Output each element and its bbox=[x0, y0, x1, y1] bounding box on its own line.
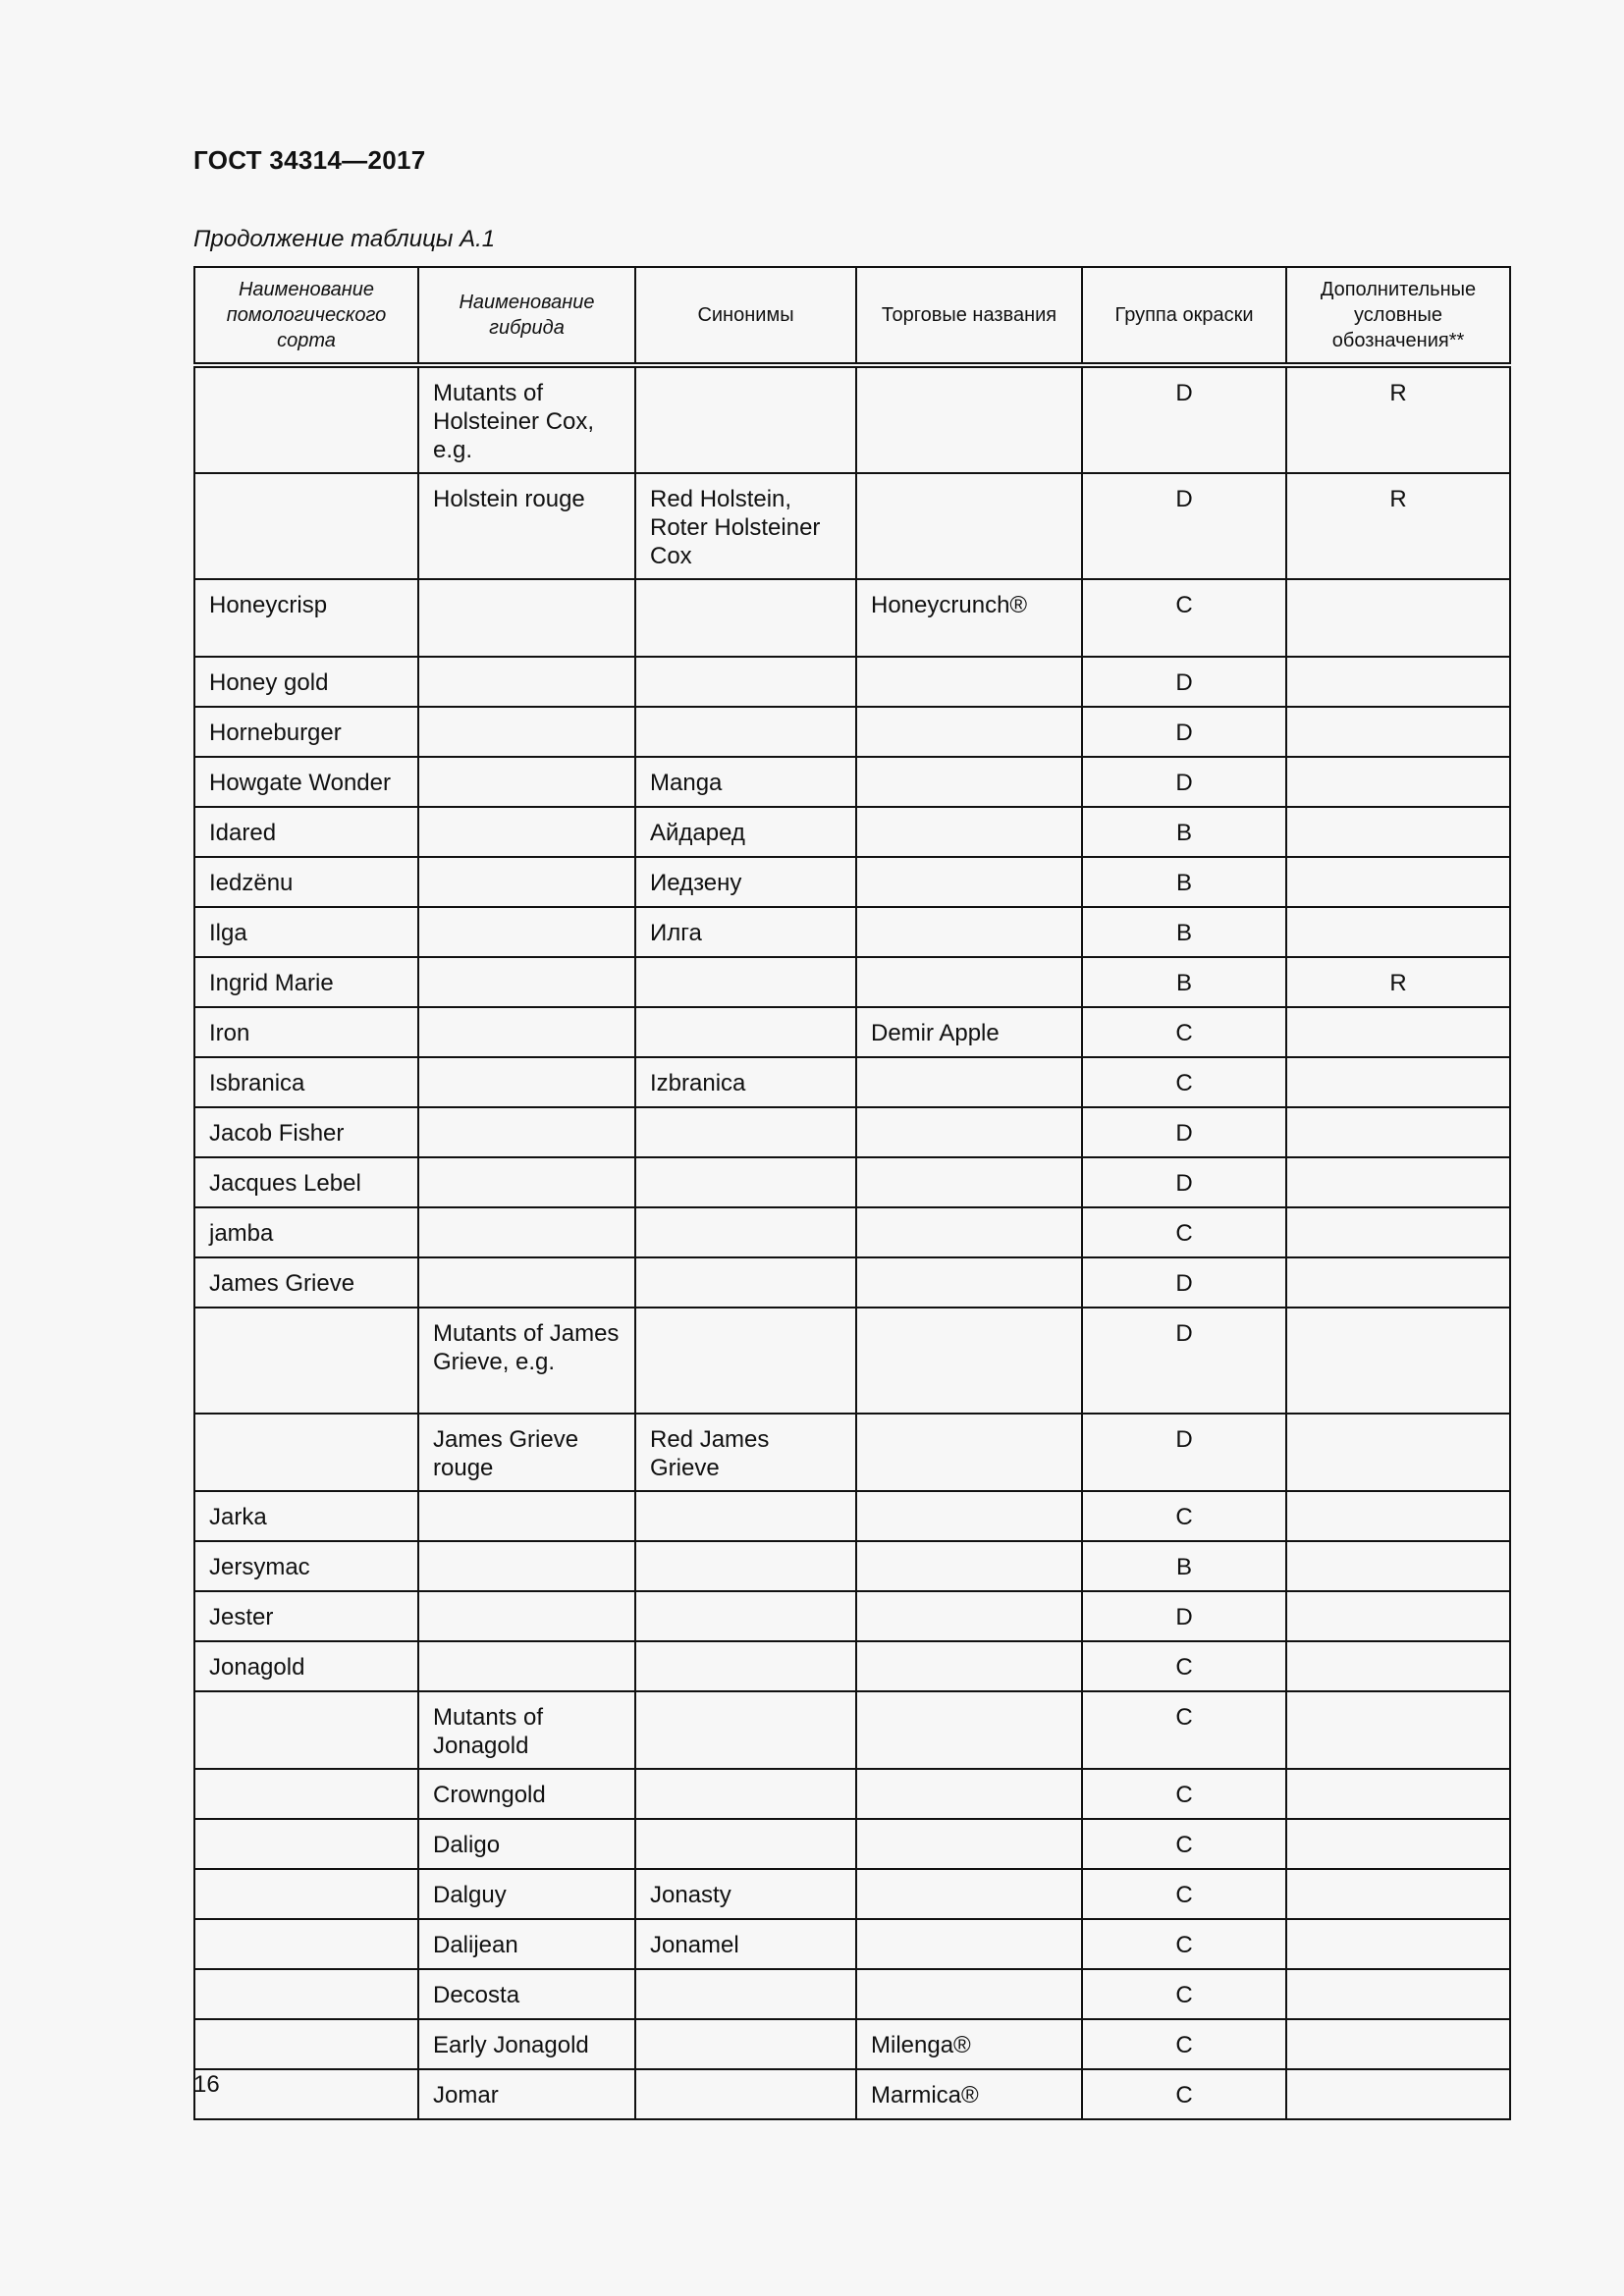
table-row bbox=[194, 957, 1510, 1007]
cell-trade-name bbox=[856, 707, 1082, 757]
cell-extra-designation bbox=[1286, 1257, 1510, 1308]
table-row bbox=[194, 907, 1510, 957]
cell-extra-designation bbox=[1286, 2019, 1510, 2069]
cell-synonyms bbox=[635, 1308, 856, 1414]
cell-hybrid bbox=[418, 1491, 635, 1541]
page-number: 16 bbox=[193, 2071, 220, 2098]
cell-synonyms bbox=[635, 1491, 856, 1541]
cell-trade-name: Honeycrunch® bbox=[856, 579, 1082, 657]
column-header-variety: Наименование помологического сорта bbox=[194, 267, 418, 365]
column-header-extra-designations: Дополнительные условные обозначения** bbox=[1286, 267, 1510, 365]
table-row bbox=[194, 707, 1510, 757]
cell-trade-name bbox=[856, 1308, 1082, 1414]
table-row bbox=[194, 1057, 1510, 1107]
cell-synonyms bbox=[635, 1691, 856, 1769]
cell-synonyms bbox=[635, 1769, 856, 1819]
cell-color-group: C bbox=[1082, 1869, 1286, 1919]
cell-variety: Jarka bbox=[194, 1491, 418, 1541]
cell-extra-designation bbox=[1286, 1157, 1510, 1207]
table-row bbox=[194, 1969, 1510, 2019]
cell-trade-name bbox=[856, 1769, 1082, 1819]
cell-trade-name bbox=[856, 1919, 1082, 1969]
cell-hybrid bbox=[418, 857, 635, 907]
cell-variety: Iedzënu bbox=[194, 857, 418, 907]
table-caption: Продолжение таблицы А.1 bbox=[193, 226, 496, 252]
cell-variety bbox=[194, 365, 418, 473]
cell-variety bbox=[194, 1769, 418, 1819]
cell-synonyms bbox=[635, 2019, 856, 2069]
cell-extra-designation: R bbox=[1286, 473, 1510, 579]
table-row bbox=[194, 1157, 1510, 1207]
cell-trade-name bbox=[856, 807, 1082, 857]
cell-variety: Jester bbox=[194, 1591, 418, 1641]
cell-color-group: B bbox=[1082, 957, 1286, 1007]
cell-variety: James Grieve bbox=[194, 1257, 418, 1308]
cell-variety: Idared bbox=[194, 807, 418, 857]
cell-extra-designation bbox=[1286, 707, 1510, 757]
table-row bbox=[194, 757, 1510, 807]
table-row bbox=[194, 1691, 1510, 1769]
cell-extra-designation bbox=[1286, 1207, 1510, 1257]
cell-synonyms: Айдаред bbox=[635, 807, 856, 857]
cell-hybrid: Early Jonagold bbox=[418, 2019, 635, 2069]
document-code: ГОСТ 34314—2017 bbox=[193, 145, 426, 175]
cell-extra-designation bbox=[1286, 1641, 1510, 1691]
cell-hybrid: Daligo bbox=[418, 1819, 635, 1869]
varieties-table bbox=[193, 266, 1511, 2120]
cell-color-group: C bbox=[1082, 1819, 1286, 1869]
cell-color-group: C bbox=[1082, 1969, 1286, 2019]
table-row bbox=[194, 473, 1510, 579]
cell-extra-designation bbox=[1286, 1969, 1510, 2019]
cell-synonyms bbox=[635, 707, 856, 757]
cell-variety: Jersymac bbox=[194, 1541, 418, 1591]
table-body bbox=[194, 365, 1510, 2119]
cell-hybrid bbox=[418, 579, 635, 657]
cell-extra-designation bbox=[1286, 807, 1510, 857]
cell-color-group: C bbox=[1082, 579, 1286, 657]
cell-synonyms: Иедзену bbox=[635, 857, 856, 907]
cell-trade-name bbox=[856, 1591, 1082, 1641]
cell-extra-designation bbox=[1286, 1057, 1510, 1107]
cell-color-group: D bbox=[1082, 1257, 1286, 1308]
cell-variety: Honeycrisp bbox=[194, 579, 418, 657]
cell-synonyms bbox=[635, 1207, 856, 1257]
cell-synonyms bbox=[635, 657, 856, 707]
cell-synonyms bbox=[635, 1641, 856, 1691]
cell-synonyms bbox=[635, 2069, 856, 2119]
cell-color-group: C bbox=[1082, 1919, 1286, 1969]
cell-color-group: D bbox=[1082, 707, 1286, 757]
cell-extra-designation bbox=[1286, 579, 1510, 657]
cell-synonyms: Izbranica bbox=[635, 1057, 856, 1107]
column-header-trade-names: Торговые названия bbox=[856, 267, 1082, 365]
cell-variety bbox=[194, 473, 418, 579]
table-row bbox=[194, 807, 1510, 857]
column-header-hybrid: Наименование гибрида bbox=[418, 267, 635, 365]
cell-hybrid: Holstein rouge bbox=[418, 473, 635, 579]
cell-variety: Jacques Lebel bbox=[194, 1157, 418, 1207]
cell-variety bbox=[194, 1919, 418, 1969]
table-row bbox=[194, 1007, 1510, 1057]
cell-extra-designation bbox=[1286, 1007, 1510, 1057]
table-row bbox=[194, 2069, 1510, 2119]
cell-trade-name bbox=[856, 1491, 1082, 1541]
cell-variety bbox=[194, 2069, 418, 2119]
cell-trade-name bbox=[856, 1257, 1082, 1308]
cell-hybrid: Crowngold bbox=[418, 1769, 635, 1819]
cell-synonyms: Илга bbox=[635, 907, 856, 957]
cell-variety: Honey gold bbox=[194, 657, 418, 707]
cell-variety bbox=[194, 1308, 418, 1414]
cell-hybrid: Dalguy bbox=[418, 1869, 635, 1919]
table-row bbox=[194, 1819, 1510, 1869]
cell-color-group: C bbox=[1082, 2069, 1286, 2119]
cell-color-group: D bbox=[1082, 1591, 1286, 1641]
cell-hybrid bbox=[418, 1257, 635, 1308]
cell-hybrid bbox=[418, 1641, 635, 1691]
table-row bbox=[194, 1641, 1510, 1691]
cell-hybrid bbox=[418, 807, 635, 857]
cell-extra-designation bbox=[1286, 1869, 1510, 1919]
table-row bbox=[194, 365, 1510, 473]
cell-color-group: C bbox=[1082, 1057, 1286, 1107]
cell-variety: Jacob Fisher bbox=[194, 1107, 418, 1157]
cell-synonyms bbox=[635, 1541, 856, 1591]
cell-color-group: C bbox=[1082, 1769, 1286, 1819]
cell-hybrid: Decosta bbox=[418, 1969, 635, 2019]
cell-color-group: D bbox=[1082, 757, 1286, 807]
cell-extra-designation bbox=[1286, 1591, 1510, 1641]
cell-trade-name bbox=[856, 1207, 1082, 1257]
table-row bbox=[194, 1591, 1510, 1641]
cell-extra-designation bbox=[1286, 1491, 1510, 1541]
cell-variety bbox=[194, 1691, 418, 1769]
cell-trade-name bbox=[856, 757, 1082, 807]
cell-hybrid bbox=[418, 1107, 635, 1157]
table-row bbox=[194, 1414, 1510, 1491]
cell-hybrid: Mutants of Holsteiner Cox, e.g. bbox=[418, 365, 635, 473]
cell-color-group: C bbox=[1082, 1691, 1286, 1769]
cell-hybrid: Dalijean bbox=[418, 1919, 635, 1969]
cell-trade-name bbox=[856, 957, 1082, 1007]
cell-variety: Isbranica bbox=[194, 1057, 418, 1107]
cell-hybrid: Jomar bbox=[418, 2069, 635, 2119]
cell-extra-designation bbox=[1286, 1769, 1510, 1819]
cell-variety: Horneburger bbox=[194, 707, 418, 757]
cell-hybrid: James Grieve rouge bbox=[418, 1414, 635, 1491]
cell-extra-designation bbox=[1286, 1819, 1510, 1869]
cell-variety: Ilga bbox=[194, 907, 418, 957]
cell-color-group: C bbox=[1082, 1641, 1286, 1691]
cell-synonyms bbox=[635, 1591, 856, 1641]
column-header-synonyms: Синонимы bbox=[635, 267, 856, 365]
cell-color-group: C bbox=[1082, 1007, 1286, 1057]
cell-trade-name bbox=[856, 1641, 1082, 1691]
cell-synonyms bbox=[635, 365, 856, 473]
cell-trade-name: Marmica® bbox=[856, 2069, 1082, 2119]
cell-color-group: B bbox=[1082, 807, 1286, 857]
cell-extra-designation bbox=[1286, 1691, 1510, 1769]
cell-hybrid bbox=[418, 1057, 635, 1107]
cell-hybrid bbox=[418, 657, 635, 707]
cell-extra-designation bbox=[1286, 1919, 1510, 1969]
cell-color-group: C bbox=[1082, 1491, 1286, 1541]
table-row bbox=[194, 1257, 1510, 1308]
cell-extra-designation bbox=[1286, 657, 1510, 707]
cell-extra-designation: R bbox=[1286, 957, 1510, 1007]
table-row bbox=[194, 579, 1510, 657]
cell-hybrid bbox=[418, 907, 635, 957]
cell-variety bbox=[194, 1869, 418, 1919]
cell-hybrid bbox=[418, 1591, 635, 1641]
cell-synonyms bbox=[635, 1819, 856, 1869]
cell-color-group: C bbox=[1082, 2019, 1286, 2069]
cell-extra-designation bbox=[1286, 2069, 1510, 2119]
cell-color-group: D bbox=[1082, 657, 1286, 707]
cell-variety: Jonagold bbox=[194, 1641, 418, 1691]
cell-variety: Iron bbox=[194, 1007, 418, 1057]
cell-variety: Ingrid Marie bbox=[194, 957, 418, 1007]
cell-hybrid bbox=[418, 1007, 635, 1057]
cell-synonyms bbox=[635, 1157, 856, 1207]
cell-synonyms: Jonamel bbox=[635, 1919, 856, 1969]
cell-variety bbox=[194, 1819, 418, 1869]
cell-synonyms bbox=[635, 1107, 856, 1157]
table-row bbox=[194, 1107, 1510, 1157]
cell-trade-name bbox=[856, 1869, 1082, 1919]
cell-trade-name bbox=[856, 1691, 1082, 1769]
table-row bbox=[194, 657, 1510, 707]
cell-trade-name bbox=[856, 657, 1082, 707]
cell-trade-name bbox=[856, 907, 1082, 957]
cell-color-group: D bbox=[1082, 1157, 1286, 1207]
cell-synonyms bbox=[635, 1257, 856, 1308]
cell-synonyms: Manga bbox=[635, 757, 856, 807]
cell-color-group: B bbox=[1082, 1541, 1286, 1591]
cell-extra-designation bbox=[1286, 757, 1510, 807]
cell-trade-name bbox=[856, 1057, 1082, 1107]
table-row bbox=[194, 1769, 1510, 1819]
cell-trade-name bbox=[856, 1107, 1082, 1157]
cell-synonyms bbox=[635, 1969, 856, 2019]
cell-color-group: D bbox=[1082, 1107, 1286, 1157]
cell-hybrid bbox=[418, 957, 635, 1007]
cell-variety: jamba bbox=[194, 1207, 418, 1257]
cell-variety bbox=[194, 2019, 418, 2069]
cell-hybrid bbox=[418, 707, 635, 757]
cell-extra-designation bbox=[1286, 1414, 1510, 1491]
cell-variety bbox=[194, 1414, 418, 1491]
cell-color-group: B bbox=[1082, 857, 1286, 907]
cell-extra-designation bbox=[1286, 1541, 1510, 1591]
cell-trade-name bbox=[856, 1414, 1082, 1491]
cell-trade-name bbox=[856, 473, 1082, 579]
cell-trade-name: Milenga® bbox=[856, 2019, 1082, 2069]
cell-extra-designation bbox=[1286, 1107, 1510, 1157]
cell-extra-designation bbox=[1286, 857, 1510, 907]
cell-hybrid: Mutants of Jonagold bbox=[418, 1691, 635, 1769]
table-row bbox=[194, 2019, 1510, 2069]
cell-synonyms: Red James Grieve bbox=[635, 1414, 856, 1491]
table-row bbox=[194, 1869, 1510, 1919]
cell-trade-name bbox=[856, 1969, 1082, 2019]
column-header-color-group: Группа окраски bbox=[1082, 267, 1286, 365]
cell-synonyms bbox=[635, 957, 856, 1007]
cell-synonyms bbox=[635, 579, 856, 657]
cell-trade-name bbox=[856, 1541, 1082, 1591]
table-row bbox=[194, 857, 1510, 907]
cell-color-group: C bbox=[1082, 1207, 1286, 1257]
cell-hybrid bbox=[418, 1207, 635, 1257]
table-row bbox=[194, 1207, 1510, 1257]
cell-synonyms: Jonasty bbox=[635, 1869, 856, 1919]
cell-color-group: D bbox=[1082, 473, 1286, 579]
cell-synonyms: Red Holstein, Roter Holsteiner Cox bbox=[635, 473, 856, 579]
table-header-row bbox=[194, 267, 1510, 365]
cell-variety: Howgate Wonder bbox=[194, 757, 418, 807]
cell-color-group: B bbox=[1082, 907, 1286, 957]
table-row bbox=[194, 1919, 1510, 1969]
cell-extra-designation: R bbox=[1286, 365, 1510, 473]
cell-extra-designation bbox=[1286, 907, 1510, 957]
cell-trade-name bbox=[856, 1819, 1082, 1869]
table-row bbox=[194, 1541, 1510, 1591]
cell-hybrid bbox=[418, 1157, 635, 1207]
cell-extra-designation bbox=[1286, 1308, 1510, 1414]
cell-synonyms bbox=[635, 1007, 856, 1057]
cell-trade-name: Demir Apple bbox=[856, 1007, 1082, 1057]
table-row bbox=[194, 1308, 1510, 1414]
cell-variety bbox=[194, 1969, 418, 2019]
cell-trade-name bbox=[856, 365, 1082, 473]
cell-color-group: D bbox=[1082, 1414, 1286, 1491]
cell-trade-name bbox=[856, 857, 1082, 907]
cell-color-group: D bbox=[1082, 365, 1286, 473]
cell-hybrid bbox=[418, 1541, 635, 1591]
cell-hybrid bbox=[418, 757, 635, 807]
cell-color-group: D bbox=[1082, 1308, 1286, 1414]
cell-hybrid: Mutants of James Grieve, e.g. bbox=[418, 1308, 635, 1414]
table-row bbox=[194, 1491, 1510, 1541]
cell-trade-name bbox=[856, 1157, 1082, 1207]
